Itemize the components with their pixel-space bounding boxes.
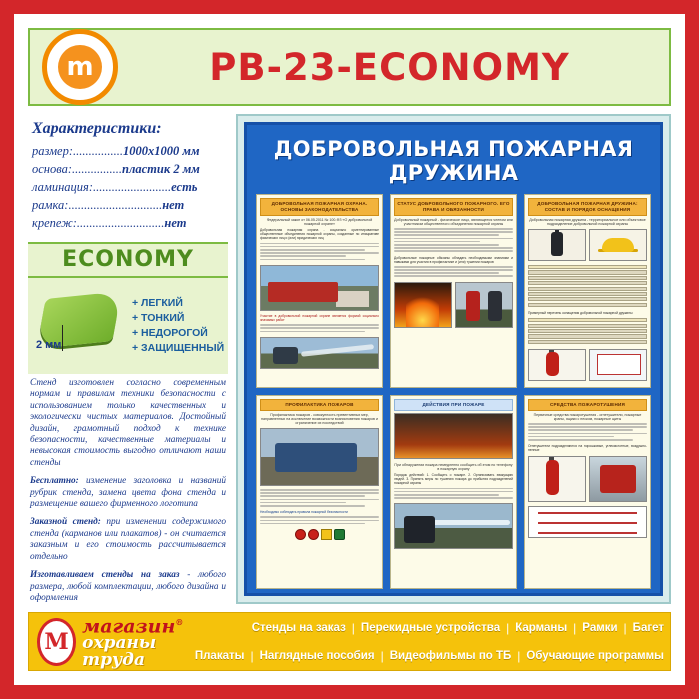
description-paragraph [30, 517, 226, 563]
spec-row [32, 144, 226, 159]
card-text-lines [528, 423, 647, 442]
poster-card [390, 194, 517, 388]
spec-value: пластик 2 мм [122, 162, 200, 176]
spec-row [32, 180, 226, 195]
card-text-lines [260, 516, 379, 526]
spec-row [32, 162, 226, 177]
description-lead: Заказной стенд: [30, 517, 101, 528]
footer-link[interactable]: Видеофильмы по ТБ [389, 649, 512, 662]
card-photo-training [260, 428, 379, 486]
footer-link[interactable]: Наглядные пособия [259, 649, 375, 662]
separator: | [517, 648, 521, 663]
spec-dots: ................ [72, 162, 123, 176]
poster-card [256, 395, 383, 589]
card-photo-hose [260, 337, 379, 369]
card-photo-fire-scene [394, 413, 513, 459]
spec-label: рамка: [32, 198, 69, 212]
footer-link[interactable]: Перекидные устройства [360, 621, 501, 634]
footer-link[interactable]: Рамки [582, 621, 618, 634]
card-photo-panel [589, 349, 647, 381]
card-photo-fire-truck [260, 265, 379, 311]
card-text-lines [260, 243, 379, 262]
card-title: ДЕЙСТВИЯ ПРИ ПОЖАРЕ [394, 399, 513, 411]
characteristics-title: Характеристики: [32, 120, 162, 137]
card-photo-water-jet [394, 503, 513, 549]
feature-item: + ЗАЩИЩЕННЫЙ [132, 342, 225, 354]
logo-circle-icon [42, 29, 118, 105]
card-photo-fire-cabinet [589, 456, 647, 502]
thickness-label: 2 мм [36, 339, 62, 351]
plastic-plate-icon [28, 281, 132, 371]
prohibition-sign-icon [295, 529, 306, 540]
card-photo-firefighters [455, 282, 513, 328]
card-title: ДОБРОВОЛЬНАЯ ПОЖАРНАЯ ОХРАНА. ОСНОВЫ ЗАКОНОДАТЕЛЬСТВА [260, 198, 379, 216]
card-title: СРЕДСТВА ПОЖАРОТУШЕНИЯ [528, 399, 647, 411]
prohibition-sign-icon [308, 529, 319, 540]
description-text: при изменении содержимого стенда (карманов или плакатов) - он считается заказным и его стоимость рассчитывается отдельно [30, 517, 227, 562]
card-table [528, 318, 647, 345]
poster-card-grid [256, 194, 651, 589]
logo [30, 30, 130, 104]
separator: | [506, 620, 510, 635]
poster-title: ДОБРОВОЛЬНАЯ ПОЖАРНАЯ ДРУЖИНА [273, 137, 634, 185]
brand-mark-icon: М [37, 618, 76, 666]
card-photo-fire [394, 282, 452, 328]
separator: | [623, 620, 627, 635]
card-text: Примерный перечень оснащения добровольной пожарной дружины [528, 311, 633, 315]
footer-link[interactable]: Карманы [515, 621, 568, 634]
page-title: PB-23-ECONOMY [209, 45, 570, 89]
spec-dots: .............................. [68, 198, 163, 212]
brand-text [82, 614, 195, 669]
footer-links [195, 614, 670, 670]
separator: | [351, 620, 355, 635]
footer-link[interactable]: Стенды на заказ [251, 621, 346, 634]
card-text-lines [394, 488, 513, 501]
card-note: Участие в добровольной пожарной охране является формой социально значимых работ [260, 313, 379, 322]
separator: | [250, 648, 254, 663]
footer-links-row [195, 614, 664, 642]
spec-dots: ......................... [93, 180, 172, 194]
header [28, 28, 671, 106]
description-paragraph: Стенд изготовлен согласно современным нормам и правилам техники безопасности с использованием только качественных и экологически чистых материалов. Достойный дизайн, грамотный подход к технике безопасности, качественные материалы и невысокая стоимость выгодно отличают наши стенды [30, 378, 226, 468]
card-photo-row [528, 227, 647, 263]
card-subtitle: Добровольная пожарная дружина - территориальное или объектовое подразделение добровольной пожарной охраны [529, 218, 646, 226]
card-photo-radio [528, 229, 586, 261]
thickness-illustration [28, 278, 228, 374]
card-text-lines [260, 324, 379, 334]
poster-preview [236, 114, 671, 604]
spec-dots: ................ [73, 144, 124, 158]
card-text: Необходимо соблюдать правила пожарной безопасности [260, 510, 348, 515]
poster-card [390, 395, 517, 589]
spec-value: нет [162, 198, 185, 212]
brand-name-line2: охраны труда [82, 633, 157, 671]
spec-row [32, 216, 226, 231]
spec-label: крепеж: [32, 216, 77, 230]
card-photo-scheme [528, 506, 647, 538]
card-table [528, 265, 647, 308]
card-subtitle: При обнаружении пожара немедленно сообщить об этом по телефону в пожарную охрану [394, 463, 513, 472]
spec-label: ламинация: [32, 180, 94, 194]
description-paragraph [30, 570, 226, 604]
economy-badge [28, 242, 228, 278]
card-title: ДОБРОВОЛЬНАЯ ПОЖАРНАЯ ДРУЖИНА: СОСТАВ И ПОРЯДОК ОСНАЩЕНИЯ [528, 198, 647, 216]
product-sheet [14, 14, 685, 685]
spec-value: есть [171, 180, 198, 194]
poster-card [524, 395, 651, 589]
spec-row [32, 198, 226, 213]
spec-value: нет [164, 216, 187, 230]
footer-links-row [195, 642, 664, 670]
registered-icon: ® [175, 616, 184, 627]
spec-label: основа: [32, 162, 73, 176]
separator: | [380, 648, 384, 663]
card-title: СТАТУС ДОБРОВОЛЬНОГО ПОЖАРНОГО. ЕГО ПРАВА И ОБЯЗАННОСТИ [394, 198, 513, 216]
footer-link[interactable]: Обучающие программы [526, 649, 664, 662]
description-text: - любого размера, любой комплектации, любого дизайна и оформления [30, 570, 226, 603]
card-subtitle: Федеральный закон от 06.05.2011 № 100-ФЗ «О добровольной пожарной охране» [266, 218, 373, 226]
footer-link[interactable]: Плакаты [194, 649, 245, 662]
card-title: ПРОФИЛАКТИКА ПОЖАРОВ [260, 399, 379, 411]
evacuation-sign-icon [334, 529, 345, 540]
characteristics-block [28, 114, 228, 236]
warning-sign-icon [321, 529, 332, 540]
description-lead: Изготавливаем стенды на заказ [30, 570, 180, 581]
card-photo-row [528, 347, 647, 383]
card-text-lines [394, 228, 513, 254]
spec-value: 1000x1000 мм [123, 144, 200, 158]
card-text: Добровольная пожарная охрана - социально ориентированные общественные объединения пожарной охраны, созданные по инициативе физических лиц и (или) юридических лиц [260, 228, 379, 241]
footer-link[interactable]: Багет [632, 621, 664, 634]
card-text: Порядок действий: 1. Сообщить о пожаре. 2. Организовать эвакуацию людей. 3. Принять меры по тушению пожара до прибытия подразделений пожарной охраны [394, 473, 513, 486]
description-text: изменение заголовка и названий рубрик стенда, замена цвета фона стенда и размещение вашего фирменного логотипа [30, 476, 226, 510]
spec-dots: ............................ [76, 216, 165, 230]
description-paragraph [30, 476, 226, 510]
brand-logo [29, 613, 195, 670]
card-photo-helmet [589, 229, 647, 261]
safety-signs-row [260, 529, 379, 540]
economy-label: ECONOMY [62, 247, 194, 272]
footer [28, 612, 671, 671]
spec-label: размер: [32, 144, 74, 158]
card-subtitle: Первичные средства пожаротушения - огнетушители, пожарные краны, ящики с песком, пожарные щиты [533, 413, 642, 422]
feature-list [132, 296, 224, 356]
card-photo-row [394, 280, 513, 330]
card-text: Огнетушители подразделяются на порошковые, углекислотные, воздушно-пенные [528, 444, 647, 453]
feature-item: + НЕДОРОГОЙ [132, 327, 208, 339]
feature-item: + ТОНКИЙ [132, 312, 185, 324]
brand-name-line1 [82, 614, 195, 638]
separator: | [573, 620, 577, 635]
card-subtitle: Профилактика пожаров - совокупность превентивных мер, направленных на исключение возможности возникновения пожаров и ограничение их последствий [261, 413, 378, 426]
card-subtitle: Добровольный пожарный - физическое лицо, являющееся членом или участником общественного объединения пожарной охраны [394, 218, 513, 226]
card-text-lines [394, 266, 513, 279]
feature-item: + ЛЕГКИЙ [132, 297, 183, 309]
poster-card [256, 194, 383, 388]
thickness-arrow-icon [62, 325, 63, 351]
left-column [28, 114, 228, 604]
card-text-lines [260, 489, 379, 508]
poster-board [244, 122, 663, 596]
description-block [28, 378, 228, 604]
brand-name-text: магазин [82, 615, 176, 638]
description-lead: Бесплатно: [30, 476, 79, 487]
poster-card [524, 194, 651, 388]
logo-letter: m [58, 45, 102, 89]
card-text: Добровольные пожарные обязаны обладать необходимыми знаниями и навыками для участия в профилактике и (или) тушении пожаров [394, 255, 513, 264]
card-photo-extinguisher [528, 456, 586, 502]
card-photo-row [528, 454, 647, 504]
card-photo-extinguisher [528, 349, 586, 381]
